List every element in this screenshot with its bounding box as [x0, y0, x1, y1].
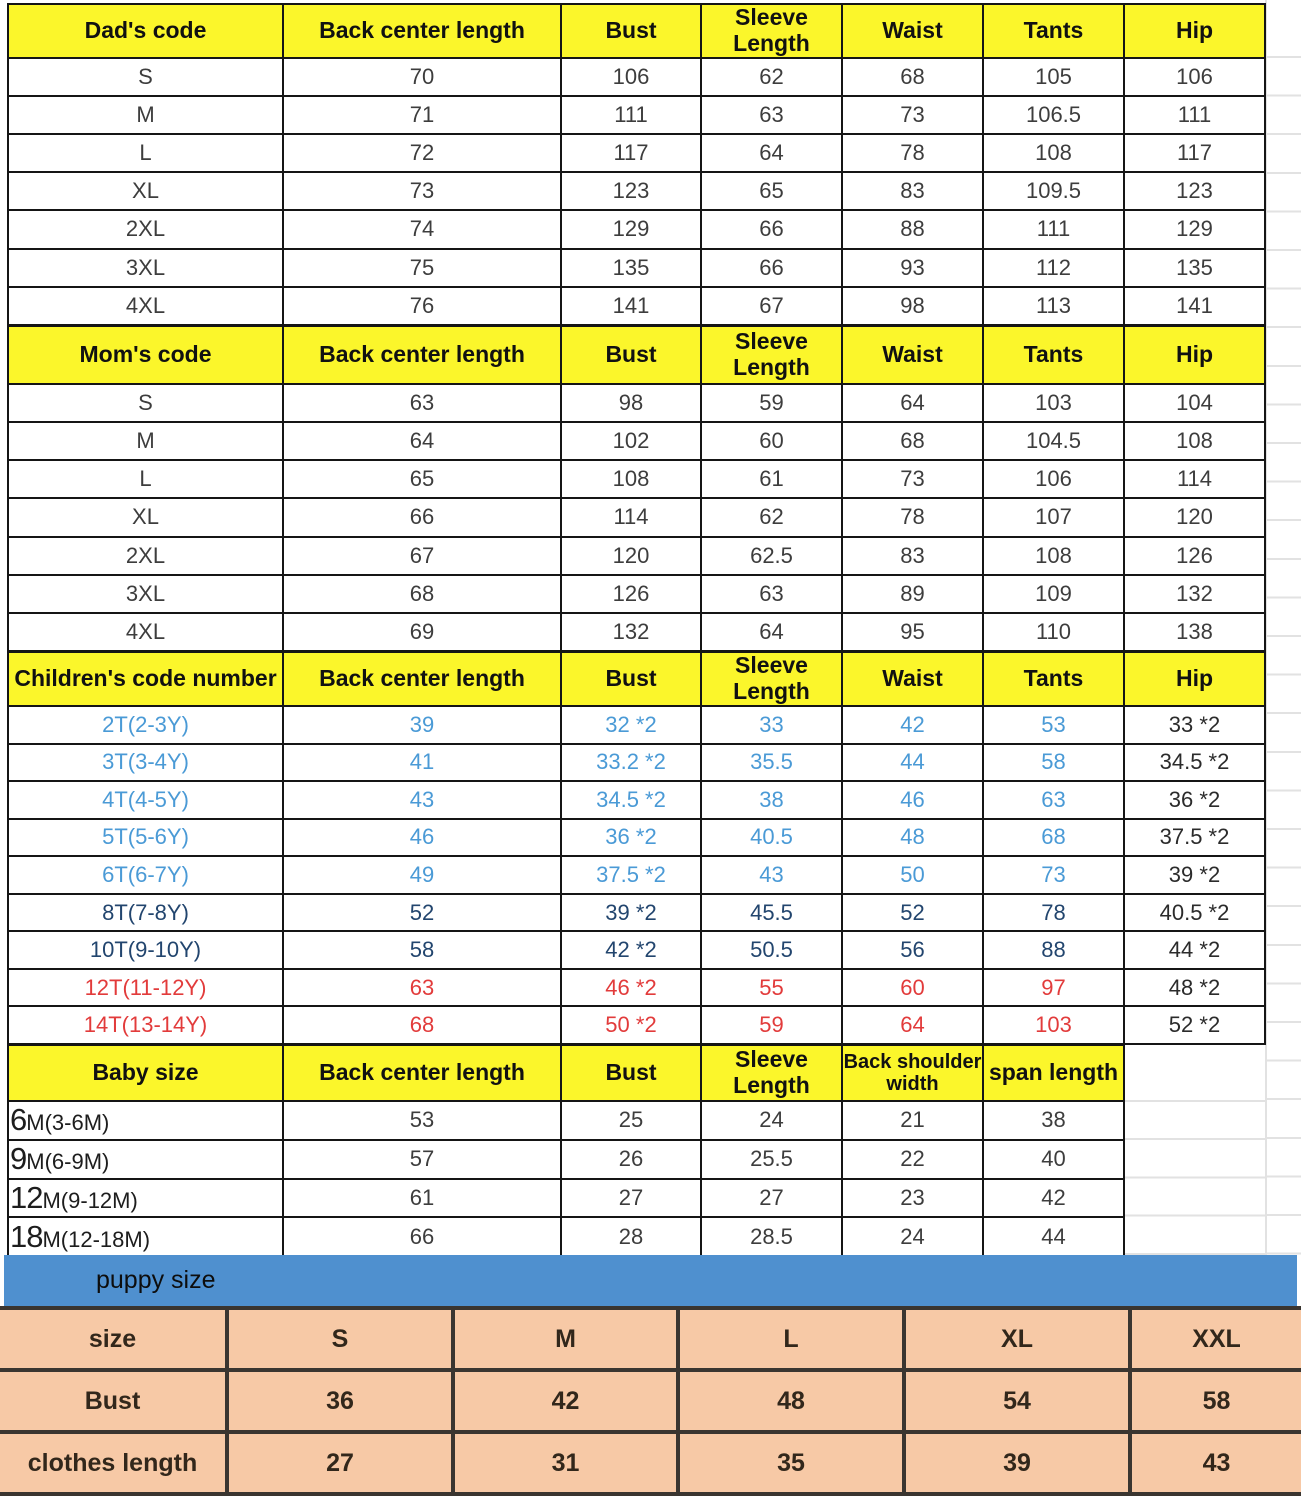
sheet-gridlines-baby-margin — [1124, 1100, 1265, 1258]
measurement-cell: 39 — [904, 1432, 1130, 1494]
size-code-cell: 2T(2-3Y) — [8, 706, 283, 744]
measurement-cell: 111 — [1124, 96, 1265, 134]
row-label-cell: clothes length — [0, 1432, 227, 1494]
size-code-cell — [8, 1140, 283, 1179]
column-header: Waist — [842, 4, 983, 58]
size-code-cell: S — [8, 58, 283, 96]
measurement-cell: 33 *2 — [1124, 706, 1265, 744]
baby-size-number: 6 — [10, 1102, 27, 1138]
column-header: span length — [983, 1045, 1124, 1101]
measurement-cell: 31 — [453, 1432, 678, 1494]
measurement-cell: 42 *2 — [561, 931, 701, 969]
measurement-cell: 42 — [983, 1179, 1124, 1218]
measurement-cell: 114 — [561, 498, 701, 536]
measurement-cell: 95 — [842, 613, 983, 651]
measurement-cell: 105 — [983, 58, 1124, 96]
measurement-cell: 88 — [842, 210, 983, 248]
measurement-cell: 60 — [701, 422, 842, 460]
measurement-cell: 42 — [842, 706, 983, 744]
size-code-cell: 6T(6-7Y) — [8, 856, 283, 894]
measurement-cell: 24 — [842, 1217, 983, 1256]
measurement-cell: 103 — [983, 1006, 1124, 1044]
column-header: Hip — [1124, 652, 1265, 706]
measurement-cell: 46 — [283, 819, 561, 857]
measurement-cell: 21 — [842, 1101, 983, 1140]
column-header: Sleeve Length — [701, 4, 842, 58]
measurement-cell: 68 — [842, 58, 983, 96]
measurement-cell: 27 — [227, 1432, 453, 1494]
measurement-cell: 45.5 — [701, 894, 842, 932]
measurement-cell: 59 — [701, 384, 842, 422]
column-header: Dad's code — [8, 4, 283, 58]
measurement-cell: 103 — [983, 384, 1124, 422]
measurement-cell: 106 — [1124, 58, 1265, 96]
column-header: Sleeve Length — [701, 1045, 842, 1101]
measurement-cell: 135 — [1124, 249, 1265, 287]
puppy-size-table — [0, 1306, 1301, 1496]
measurement-cell: 106 — [561, 58, 701, 96]
column-header: Back center length — [283, 1045, 561, 1101]
measurement-cell: 73 — [842, 96, 983, 134]
measurement-cell: 98 — [561, 384, 701, 422]
measurement-cell: 63 — [701, 96, 842, 134]
column-header: Bust — [561, 326, 701, 384]
measurement-cell: 40.5 *2 — [1124, 894, 1265, 932]
baby-size-range: M(6-9M) — [26, 1149, 110, 1175]
column-header: Tants — [983, 326, 1124, 384]
measurement-cell: 64 — [842, 1006, 983, 1044]
measurement-cell: 61 — [283, 1179, 561, 1218]
measurement-cell: S — [227, 1308, 453, 1370]
measurement-cell: 71 — [283, 96, 561, 134]
size-code-cell: 3XL — [8, 575, 283, 613]
size-code-cell: 3T(3-4Y) — [8, 744, 283, 782]
measurement-cell: 135 — [561, 249, 701, 287]
baby-size-number: 18 — [10, 1218, 43, 1254]
measurement-cell: 27 — [561, 1179, 701, 1218]
measurement-cell: 25 — [561, 1101, 701, 1140]
measurement-cell: 62 — [701, 498, 842, 536]
column-header: Back center length — [283, 4, 561, 58]
measurement-cell: 141 — [561, 287, 701, 325]
measurement-cell: 44 *2 — [1124, 931, 1265, 969]
measurement-cell: 111 — [983, 210, 1124, 248]
measurement-cell: 132 — [561, 613, 701, 651]
measurement-cell: 34.5 *2 — [1124, 744, 1265, 782]
baby-size-range: M(12-18M) — [42, 1226, 151, 1252]
measurement-cell: 64 — [842, 384, 983, 422]
measurement-cell: 63 — [701, 575, 842, 613]
size-code-cell: L — [8, 134, 283, 172]
column-header: Hip — [1124, 4, 1265, 58]
size-code-cell — [8, 1217, 283, 1256]
measurement-cell: 66 — [701, 210, 842, 248]
puppy-size-banner — [4, 1255, 1297, 1306]
measurement-cell: 120 — [1124, 498, 1265, 536]
measurement-cell: 67 — [701, 287, 842, 325]
measurement-cell: 39 *2 — [561, 894, 701, 932]
measurement-cell: 111 — [561, 96, 701, 134]
measurement-cell: 33.2 *2 — [561, 744, 701, 782]
measurement-cell: 66 — [283, 498, 561, 536]
measurement-cell: 107 — [983, 498, 1124, 536]
measurement-cell: 44 — [983, 1217, 1124, 1256]
measurement-cell: 126 — [561, 575, 701, 613]
measurement-cell: 60 — [842, 969, 983, 1007]
size-code-cell: XL — [8, 498, 283, 536]
measurement-cell: 54 — [904, 1370, 1130, 1432]
measurement-cell: 57 — [283, 1140, 561, 1179]
measurement-cell: 33 — [701, 706, 842, 744]
size-code-cell — [8, 1101, 283, 1140]
measurement-cell: 63 — [283, 969, 561, 1007]
measurement-cell: 120 — [561, 537, 701, 575]
measurement-cell: 89 — [842, 575, 983, 613]
measurement-cell: 46 *2 — [561, 969, 701, 1007]
measurement-cell: 75 — [283, 249, 561, 287]
measurement-cell: 46 — [842, 781, 983, 819]
measurement-cell: 66 — [701, 249, 842, 287]
column-header: Bust — [561, 1045, 701, 1101]
measurement-cell: 58 — [1130, 1370, 1301, 1432]
measurement-cell: 36 — [227, 1370, 453, 1432]
measurement-cell: 97 — [983, 969, 1124, 1007]
measurement-cell: 50 — [842, 856, 983, 894]
size-code-cell: 14T(13-14Y) — [8, 1006, 283, 1044]
baby-size-number: 9 — [10, 1141, 27, 1177]
measurement-cell: 64 — [701, 134, 842, 172]
measurement-cell: 41 — [283, 744, 561, 782]
measurement-cell: 58 — [283, 931, 561, 969]
column-header: Back center length — [283, 652, 561, 706]
measurement-cell: 78 — [842, 134, 983, 172]
row-label-cell: Bust — [0, 1370, 227, 1432]
measurement-cell: 68 — [983, 819, 1124, 857]
size-code-cell: 12T(11-12Y) — [8, 969, 283, 1007]
measurement-cell: 59 — [701, 1006, 842, 1044]
measurement-cell: 117 — [561, 134, 701, 172]
measurement-cell: 68 — [283, 1006, 561, 1044]
size-code-cell: 3XL — [8, 249, 283, 287]
measurement-cell: 88 — [983, 931, 1124, 969]
baby-size-table — [7, 1044, 1125, 1257]
measurement-cell: 70 — [283, 58, 561, 96]
measurement-cell: 108 — [1124, 422, 1265, 460]
measurement-cell: 53 — [983, 706, 1124, 744]
measurement-cell: 73 — [283, 172, 561, 210]
size-code-cell: XL — [8, 172, 283, 210]
measurement-cell: 104.5 — [983, 422, 1124, 460]
measurement-cell: 64 — [701, 613, 842, 651]
measurement-cell: 74 — [283, 210, 561, 248]
measurement-cell: 78 — [983, 894, 1124, 932]
baby-size-range: M(3-6M) — [26, 1110, 110, 1136]
measurement-cell: 38 — [983, 1101, 1124, 1140]
row-label-cell: size — [0, 1308, 227, 1370]
measurement-cell: 98 — [842, 287, 983, 325]
measurement-cell: 37.5 *2 — [561, 856, 701, 894]
measurement-cell: 32 *2 — [561, 706, 701, 744]
dads-size-table — [7, 3, 1266, 326]
measurement-cell: 40 — [983, 1140, 1124, 1179]
measurement-cell: 50 *2 — [561, 1006, 701, 1044]
measurement-cell: 63 — [283, 384, 561, 422]
measurement-cell: 48 — [842, 819, 983, 857]
measurement-cell: 129 — [1124, 210, 1265, 248]
measurement-cell: 55 — [701, 969, 842, 1007]
column-header: Sleeve Length — [701, 652, 842, 706]
size-code-cell: S — [8, 384, 283, 422]
column-header: Bust — [561, 4, 701, 58]
size-code-cell: 4XL — [8, 287, 283, 325]
size-code-cell: M — [8, 422, 283, 460]
column-header: Mom's code — [8, 326, 283, 384]
measurement-cell: 25.5 — [701, 1140, 842, 1179]
measurement-cell: 129 — [561, 210, 701, 248]
measurement-cell: 50.5 — [701, 931, 842, 969]
measurement-cell: 102 — [561, 422, 701, 460]
measurement-cell: 108 — [983, 134, 1124, 172]
measurement-cell: 126 — [1124, 537, 1265, 575]
measurement-cell: 68 — [842, 422, 983, 460]
size-code-cell: 5T(5-6Y) — [8, 819, 283, 857]
measurement-cell: 117 — [1124, 134, 1265, 172]
measurement-cell: 62 — [701, 58, 842, 96]
measurement-cell: 52 — [842, 894, 983, 932]
moms-size-table — [7, 325, 1266, 652]
column-header: Tants — [983, 4, 1124, 58]
measurement-cell: 132 — [1124, 575, 1265, 613]
measurement-cell: 43 — [1130, 1432, 1301, 1494]
measurement-cell: 26 — [561, 1140, 701, 1179]
measurement-cell: 40.5 — [701, 819, 842, 857]
size-code-cell: 8T(7-8Y) — [8, 894, 283, 932]
measurement-cell: 34.5 *2 — [561, 781, 701, 819]
column-header: Children's code number — [8, 652, 283, 706]
measurement-cell: 24 — [701, 1101, 842, 1140]
measurement-cell: 69 — [283, 613, 561, 651]
measurement-cell: 44 — [842, 744, 983, 782]
measurement-cell: 35.5 — [701, 744, 842, 782]
measurement-cell: 73 — [983, 856, 1124, 894]
measurement-cell: 52 — [283, 894, 561, 932]
measurement-cell: 63 — [983, 781, 1124, 819]
measurement-cell: 64 — [283, 422, 561, 460]
measurement-cell: 123 — [1124, 172, 1265, 210]
measurement-cell: 28 — [561, 1217, 701, 1256]
column-header: Tants — [983, 652, 1124, 706]
size-code-cell: 2XL — [8, 537, 283, 575]
measurement-cell: 48 — [678, 1370, 904, 1432]
size-code-cell: L — [8, 460, 283, 498]
baby-size-range: M(9-12M) — [42, 1187, 138, 1213]
measurement-cell: 65 — [283, 460, 561, 498]
measurement-cell: 110 — [983, 613, 1124, 651]
measurement-cell: M — [453, 1308, 678, 1370]
sheet-gridlines-right-margin — [1266, 56, 1301, 1256]
size-code-cell — [8, 1179, 283, 1218]
measurement-cell: 106 — [983, 460, 1124, 498]
measurement-cell: 109.5 — [983, 172, 1124, 210]
measurement-cell: 93 — [842, 249, 983, 287]
measurement-cell: 49 — [283, 856, 561, 894]
measurement-cell: 109 — [983, 575, 1124, 613]
size-code-cell: M — [8, 96, 283, 134]
size-code-cell: 10T(9-10Y) — [8, 931, 283, 969]
measurement-cell: 113 — [983, 287, 1124, 325]
baby-size-number: 12 — [10, 1179, 43, 1215]
measurement-cell: 53 — [283, 1101, 561, 1140]
column-header: Waist — [842, 326, 983, 384]
measurement-cell: 43 — [701, 856, 842, 894]
column-header: Baby size — [8, 1045, 283, 1101]
childrens-size-table — [7, 651, 1266, 1045]
measurement-cell: 73 — [842, 460, 983, 498]
measurement-cell: 83 — [842, 537, 983, 575]
measurement-cell: XXL — [1130, 1308, 1301, 1370]
measurement-cell: 56 — [842, 931, 983, 969]
puppy-size-banner-label: puppy size — [96, 1266, 216, 1294]
measurement-cell: 106.5 — [983, 96, 1124, 134]
size-code-cell: 4XL — [8, 613, 283, 651]
measurement-cell: 28.5 — [701, 1217, 842, 1256]
size-code-cell: 2XL — [8, 210, 283, 248]
measurement-cell: 48 *2 — [1124, 969, 1265, 1007]
column-header: Hip — [1124, 326, 1265, 384]
measurement-cell: XL — [904, 1308, 1130, 1370]
measurement-cell: 52 *2 — [1124, 1006, 1265, 1044]
measurement-cell: 38 — [701, 781, 842, 819]
column-header: Bust — [561, 652, 701, 706]
measurement-cell: 78 — [842, 498, 983, 536]
measurement-cell: 114 — [1124, 460, 1265, 498]
measurement-cell: 108 — [561, 460, 701, 498]
measurement-cell: 58 — [983, 744, 1124, 782]
measurement-cell: 83 — [842, 172, 983, 210]
measurement-cell: 62.5 — [701, 537, 842, 575]
measurement-cell: 112 — [983, 249, 1124, 287]
measurement-cell: 72 — [283, 134, 561, 172]
column-header: Sleeve Length — [701, 326, 842, 384]
measurement-cell: 23 — [842, 1179, 983, 1218]
measurement-cell: L — [678, 1308, 904, 1370]
measurement-cell: 68 — [283, 575, 561, 613]
measurement-cell: 36 *2 — [1124, 781, 1265, 819]
measurement-cell: 39 *2 — [1124, 856, 1265, 894]
measurement-cell: 37.5 *2 — [1124, 819, 1265, 857]
measurement-cell: 123 — [561, 172, 701, 210]
column-header: Waist — [842, 652, 983, 706]
column-header: Back center length — [283, 326, 561, 384]
size-code-cell: 4T(4-5Y) — [8, 781, 283, 819]
measurement-cell: 138 — [1124, 613, 1265, 651]
column-header: Back shoulder width — [842, 1045, 983, 1101]
measurement-cell: 43 — [283, 781, 561, 819]
measurement-cell: 22 — [842, 1140, 983, 1179]
measurement-cell: 65 — [701, 172, 842, 210]
measurement-cell: 27 — [701, 1179, 842, 1218]
measurement-cell: 141 — [1124, 287, 1265, 325]
measurement-cell: 66 — [283, 1217, 561, 1256]
measurement-cell: 108 — [983, 537, 1124, 575]
measurement-cell: 67 — [283, 537, 561, 575]
measurement-cell: 35 — [678, 1432, 904, 1494]
measurement-cell: 42 — [453, 1370, 678, 1432]
measurement-cell: 61 — [701, 460, 842, 498]
measurement-cell: 36 *2 — [561, 819, 701, 857]
measurement-cell: 76 — [283, 287, 561, 325]
measurement-cell: 104 — [1124, 384, 1265, 422]
measurement-cell: 39 — [283, 706, 561, 744]
